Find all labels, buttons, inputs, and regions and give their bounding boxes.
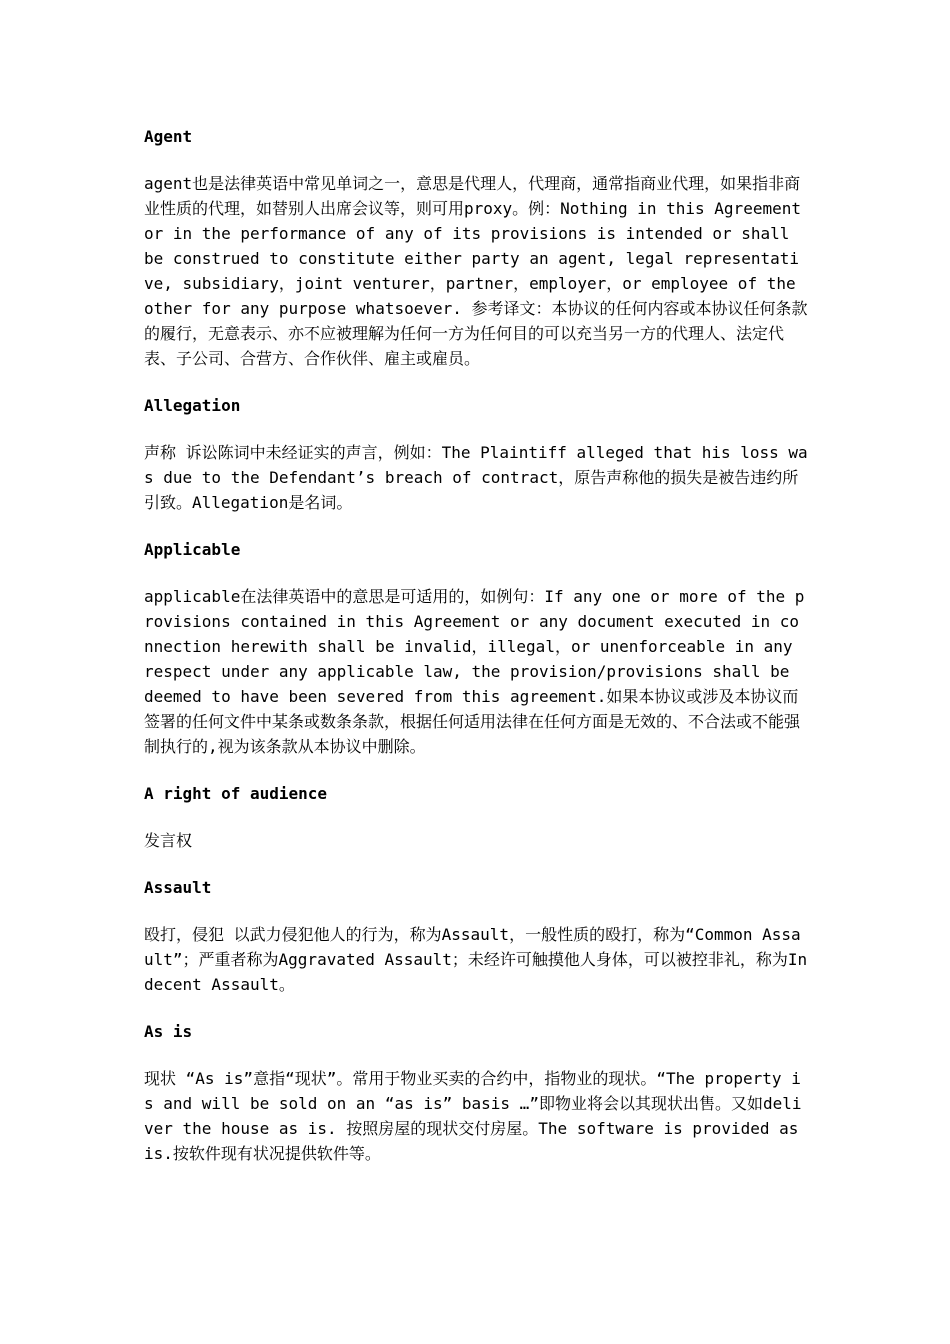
entry-agent bbox=[144, 124, 808, 371]
term-definition: agent也是法律英语中常见单词之一，意思是代理人，代理商，通常指商业代理，如果指非商业性质的代理，如替别人出席会议等，则可用proxy。例：Nothing in this Agreement or in the performance of any of its provisions is intended or shall be construed to constitute either party an agent, legal representative, subsidiary，joint venturer，partner，employer，or employee of the other for any purpose whatsoever. 参考译文：本协议的任何内容或本协议任何条款的履行，无意表示、亦不应被理解为任何一方为任何目的可以充当另一方的代理人、法定代表、子公司、合营方、合作伙伴、雇主或雇员。 bbox=[144, 174, 808, 368]
term-definition: 发言权 bbox=[144, 831, 193, 850]
entry-allegation bbox=[144, 393, 808, 515]
term-heading: Applicable bbox=[144, 540, 241, 559]
term-definition: applicable在法律英语中的意思是可适用的，如例句：If any one or more of the provisions contained in this Agreement or any document executed in connection herewith shall be invalid，illegal，or unenforceable in any respect under any applicable law, the provision/provisions shall be deemed to have been severed from this agreement.如果本协议或涉及本协议而签署的任何文件中某条或数条条款，根据任何适用法律在任何方面是无效的、不合法或不能强制执行的,视为该条款从本协议中删除。 bbox=[144, 587, 805, 756]
entry-as-is bbox=[144, 1019, 808, 1166]
entry-right-of-audience bbox=[144, 781, 808, 853]
term-heading: Assault bbox=[144, 878, 212, 897]
document-page bbox=[144, 124, 808, 1188]
term-heading: Agent bbox=[144, 127, 193, 146]
term-definition: 现状 “As is”意指“现状”。常用于物业买卖的合约中，指物业的现状。“The property is and will be sold on an “as is” basis …”即物业将会以其现状出售。又如deliver the house as is. 按照房屋的现状交付房屋。The software is provided as is.按软件现有状况提供软件等。 bbox=[144, 1069, 802, 1163]
term-heading: A right of audience bbox=[144, 784, 328, 803]
term-definition: 殴打，侵犯 以武力侵犯他人的行为，称为Assault，一般性质的殴打，称为“Common Assault”；严重者称为Aggravated Assault；未经许可触摸他人身体，可以被控非礼，称为Indecent Assault。 bbox=[144, 925, 808, 994]
entry-assault bbox=[144, 875, 808, 997]
term-definition: 声称 诉讼陈词中未经证实的声言，例如：The Plaintiff alleged that his loss was due to the Defendant’s breach of contract，原告声称他的损失是被告违约所引致。Allegation是名词。 bbox=[144, 443, 808, 512]
term-heading: As is bbox=[144, 1022, 193, 1041]
entry-applicable bbox=[144, 537, 808, 759]
term-heading: Allegation bbox=[144, 396, 241, 415]
